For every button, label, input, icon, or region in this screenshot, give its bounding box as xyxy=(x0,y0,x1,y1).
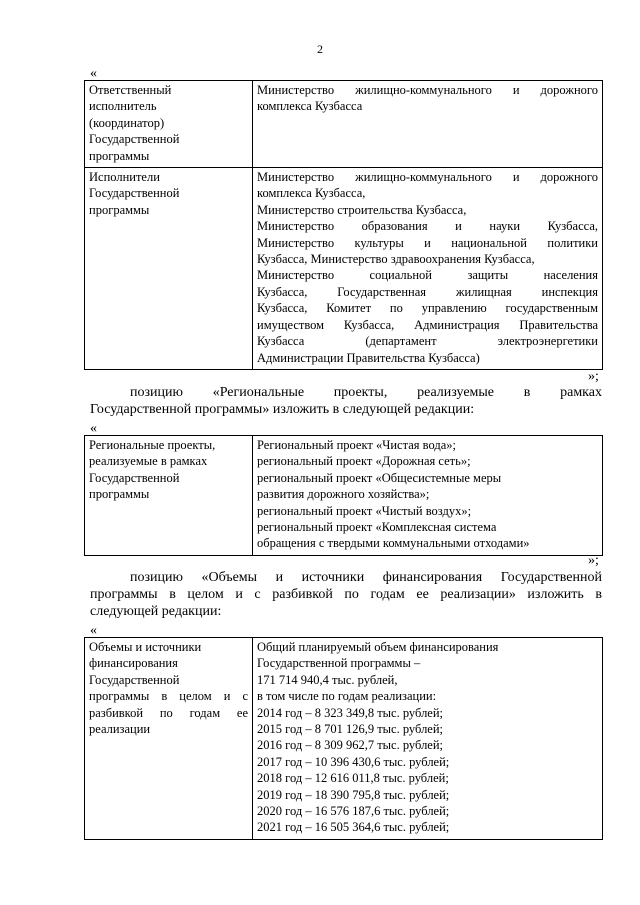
cell-line: программы xyxy=(89,202,150,217)
cell-line: 2017 год – 10 396 430,6 тыс. рублей; xyxy=(257,754,450,769)
cell-line: программы xyxy=(89,487,150,502)
cell-line: Администрации Правительства Кузбасса) xyxy=(257,350,480,365)
closing-quote-1: »; xyxy=(588,369,599,384)
table-cell-label xyxy=(85,436,253,556)
cell-line: 2021 год – 16 505 364,6 тыс. рублей; xyxy=(257,820,450,835)
cell-line: Кузбасса (департамент электроэнергетики xyxy=(257,334,598,349)
program-executors-table xyxy=(84,80,603,370)
cell-line: программы в целом и с xyxy=(89,689,248,704)
cell-line: финансирования xyxy=(89,656,178,671)
cell-line: 2020 год – 16 576 187,6 тыс. рублей; xyxy=(257,804,450,819)
table-cell-label xyxy=(85,81,253,168)
table-cell-value xyxy=(253,638,603,840)
cell-line: 171 714 940,4 тыс. рублей, xyxy=(257,672,398,687)
table-cell-value xyxy=(253,168,603,370)
cell-line: региональный проект «Общесистемные меры xyxy=(257,470,502,485)
opening-quote-1: « xyxy=(90,66,97,81)
cell-line: Министерство строительства Кузбасса, xyxy=(257,202,467,217)
financing-table xyxy=(84,637,603,840)
cell-line: Министерство жилищно-коммунального и дорожного xyxy=(257,170,598,185)
cell-line: Ответственный xyxy=(89,83,172,97)
cell-line: 2018 год – 12 616 011,8 тыс. рублей; xyxy=(257,771,449,786)
cell-line: реализуемые в рамках xyxy=(89,454,208,469)
regional-projects-table xyxy=(84,435,603,556)
cell-line: имуществом Кузбасса, Администрация Правительства xyxy=(257,317,598,332)
opening-quote-3: « xyxy=(90,623,97,638)
paragraph-line: позицию «Региональные проекты, реализуемые в рамках xyxy=(130,385,602,400)
cell-line: реализации xyxy=(89,722,151,737)
cell-line: Объемы и источники xyxy=(89,640,202,654)
table-row xyxy=(85,168,603,370)
cell-line: региональный проект «Чистый воздух»; xyxy=(257,503,472,518)
cell-line: в том числе по годам реализации: xyxy=(257,689,437,704)
cell-line: Министерство социальной защиты населения xyxy=(257,268,598,283)
cell-line: 2014 год – 8 323 349,8 тыс. рублей; xyxy=(257,705,444,720)
cell-line: Государственной xyxy=(89,132,180,147)
table-row xyxy=(85,638,603,840)
paragraph-line: Государственной программы» изложить в следующей редакции: xyxy=(90,402,475,417)
paragraph-line: позицию «Объемы и источники финансирования Государственной xyxy=(130,570,602,585)
cell-line: комплекса Кузбасса xyxy=(257,99,363,114)
table-cell-label xyxy=(85,638,253,840)
cell-line: Кузбасса, Государственная жилищная инспекция xyxy=(257,284,598,299)
cell-line: исполнитель xyxy=(89,99,157,114)
table-cell-value xyxy=(253,81,603,168)
paragraph-line: программы в целом и с разбивкой по годам ее реализации» изложить в xyxy=(90,587,602,602)
cell-line: развития дорожного хозяйства»; xyxy=(257,487,430,502)
paragraph-regional-projects xyxy=(90,384,602,418)
paragraph-line: следующей редакции: xyxy=(90,604,222,619)
cell-line: Государственной xyxy=(89,672,180,687)
page-number: 2 xyxy=(317,42,323,56)
cell-line: программы xyxy=(89,148,150,163)
cell-line: 2019 год – 18 390 795,8 тыс. рублей; xyxy=(257,787,450,802)
table-row xyxy=(85,81,603,168)
cell-line: Исполнители xyxy=(89,170,160,185)
cell-line: Государственной программы – xyxy=(257,656,421,671)
cell-line: (координатор) xyxy=(89,115,165,130)
cell-line: 2016 год – 8 309 962,7 тыс. рублей; xyxy=(257,738,444,753)
cell-line: Кузбасса, Министерство здравоохранения Кузбасса, xyxy=(257,252,535,267)
cell-line: обращения с твердыми коммунальными отходами» xyxy=(257,536,530,551)
cell-line: Министерство образования и науки Кузбасса, xyxy=(257,219,598,234)
cell-line: Региональные проекты, xyxy=(89,438,216,452)
cell-line: Региональный проект «Чистая вода»; xyxy=(257,438,456,452)
cell-line: Кузбасса, Комитет по управлению государственным xyxy=(257,301,598,316)
cell-line: Министерство культуры и национальной политики xyxy=(257,235,598,250)
cell-line: региональный проект «Комплексная система xyxy=(257,520,497,535)
cell-line: разбивкой по годам ее xyxy=(89,705,248,720)
table-row xyxy=(85,436,603,556)
cell-line: Государственной xyxy=(89,186,180,201)
cell-line: Государственной xyxy=(89,470,180,485)
cell-line: Общий планируемый объем финансирования xyxy=(257,640,499,654)
cell-line: Министерство жилищно-коммунального и дорожного xyxy=(257,83,598,97)
table-cell-label xyxy=(85,168,253,370)
table-cell-value xyxy=(253,436,603,556)
paragraph-financing xyxy=(90,569,602,620)
cell-line: 2015 год – 8 701 126,9 тыс. рублей; xyxy=(257,722,444,737)
cell-line: региональный проект «Дорожная сеть»; xyxy=(257,454,471,469)
opening-quote-2: « xyxy=(90,421,97,436)
cell-line: комплекса Кузбасса, xyxy=(257,186,366,201)
closing-quote-2: »; xyxy=(588,553,599,568)
